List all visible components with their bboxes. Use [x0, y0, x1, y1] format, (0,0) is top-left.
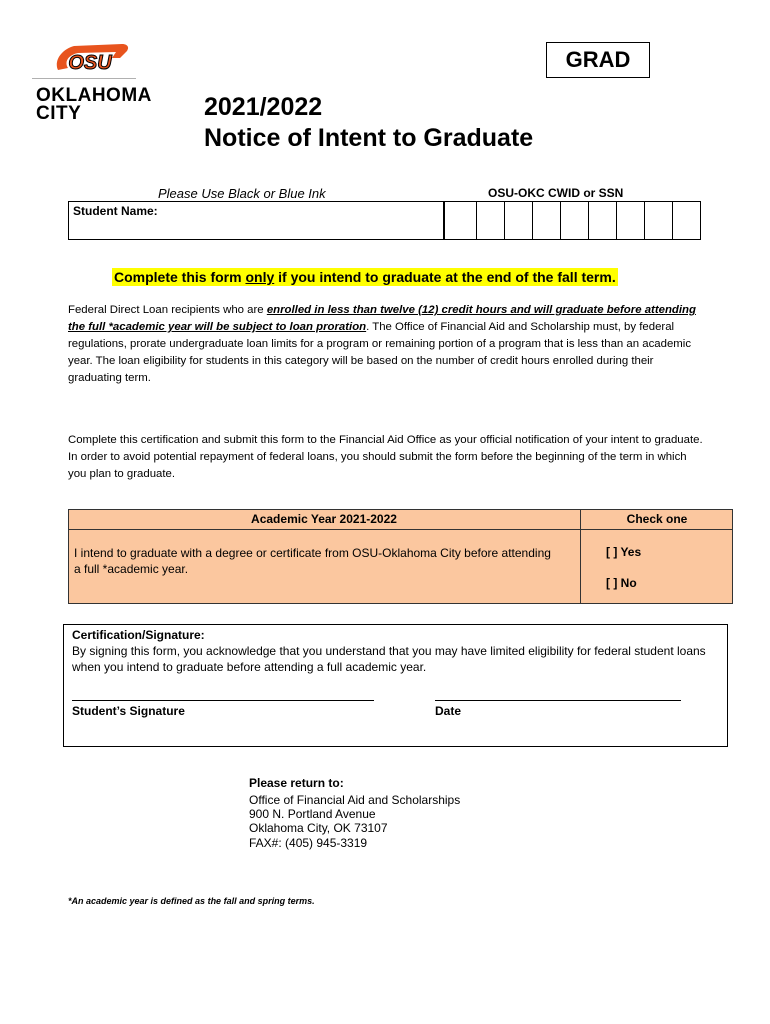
return-city: Oklahoma City, OK 73107	[249, 821, 388, 835]
table-header-check-one: Check one	[626, 512, 688, 526]
logo-mark-text: OSU	[68, 52, 112, 74]
cwid-digit-box[interactable]	[477, 201, 505, 240]
student-name-label: Student Name:	[73, 204, 158, 218]
logo-city: CITY	[36, 103, 82, 124]
logo-oklahoma: OKLAHOMA	[36, 85, 152, 106]
academic-year-footnote: *An academic year is defined as the fall and spring terms.	[68, 896, 315, 906]
page-title: Notice of Intent to Graduate	[204, 124, 534, 152]
certification-title: Certification/Signature:	[72, 628, 205, 642]
return-street: 900 N. Portland Avenue	[249, 807, 376, 821]
date-line[interactable]	[435, 700, 681, 701]
yes-checkbox[interactable]: [ ] Yes	[606, 545, 642, 559]
signature-line[interactable]	[72, 700, 374, 701]
p1-emphasis: enrolled in less than twelve (12) credit hours and will graduate before attending the full *academic year will be subject to loan proration	[68, 304, 696, 333]
no-checkbox[interactable]: [ ] No	[606, 576, 637, 590]
table-header-academic-year: Academic Year 2021-2022	[251, 512, 397, 526]
cwid-digit-box[interactable]	[617, 201, 645, 240]
fall-term-notice	[112, 268, 618, 286]
notice-only: only	[245, 269, 275, 285]
cwid-input-boxes[interactable]	[444, 201, 701, 240]
p1-rest: . The Office of Financial Aid and Scholarship must, by federal regulations, prorate undergraduate loan limits for a program or remaining portion of a program that is less than an academic year. The loan eligibility for students in this category will be based on the number of credit hours enrolled during their graduating term.	[68, 321, 692, 384]
cwid-digit-box[interactable]	[561, 201, 589, 240]
p1-lead: Federal Direct Loan recipients who are	[68, 304, 267, 316]
signature-label: Student’s Signature	[72, 704, 185, 718]
notice-after: if you intend to graduate at the end of the fall term.	[274, 269, 616, 285]
date-label: Date	[435, 704, 462, 718]
submission-paragraph: Complete this certification and submit this form to the Financial Aid Office as your official notification of your intent to graduate. In order to avoid potential repayment of federal loans, you should submit the form before the beginning of the term in which you plan to graduate.	[68, 434, 703, 480]
notice-before: Complete this form	[114, 269, 246, 285]
cwid-digit-box[interactable]	[533, 201, 561, 240]
osu-logo-icon	[52, 40, 130, 80]
cwid-digit-box[interactable]	[444, 201, 477, 240]
table-header-divider	[68, 529, 733, 530]
return-fax: FAX#: (405) 945-3319	[249, 836, 368, 850]
cwid-digit-box[interactable]	[673, 201, 701, 240]
certification-text: By signing this form, you acknowledge that you understand that you may have limited eligibility for federal student loans when you intend to graduate before attending a full academic year.	[72, 644, 706, 674]
logo-divider	[32, 78, 136, 79]
cwid-digit-box[interactable]	[505, 201, 533, 240]
ink-note: Please Use Black or Blue Ink	[158, 186, 326, 201]
cwid-digit-box[interactable]	[589, 201, 617, 240]
loan-proration-paragraph	[68, 302, 708, 387]
grad-badge: GRAD	[546, 42, 650, 78]
intent-statement: I intend to graduate with a degree or certificate from OSU-Oklahoma City before attending a full *academic year.	[74, 546, 551, 576]
cwid-digit-box[interactable]	[645, 201, 673, 240]
return-title: Please return to:	[249, 776, 344, 790]
return-office: Office of Financial Aid and Scholarships	[249, 793, 461, 807]
title-year: 2021/2022	[204, 93, 323, 121]
cwid-label: OSU-OKC CWID or SSN	[488, 186, 624, 200]
